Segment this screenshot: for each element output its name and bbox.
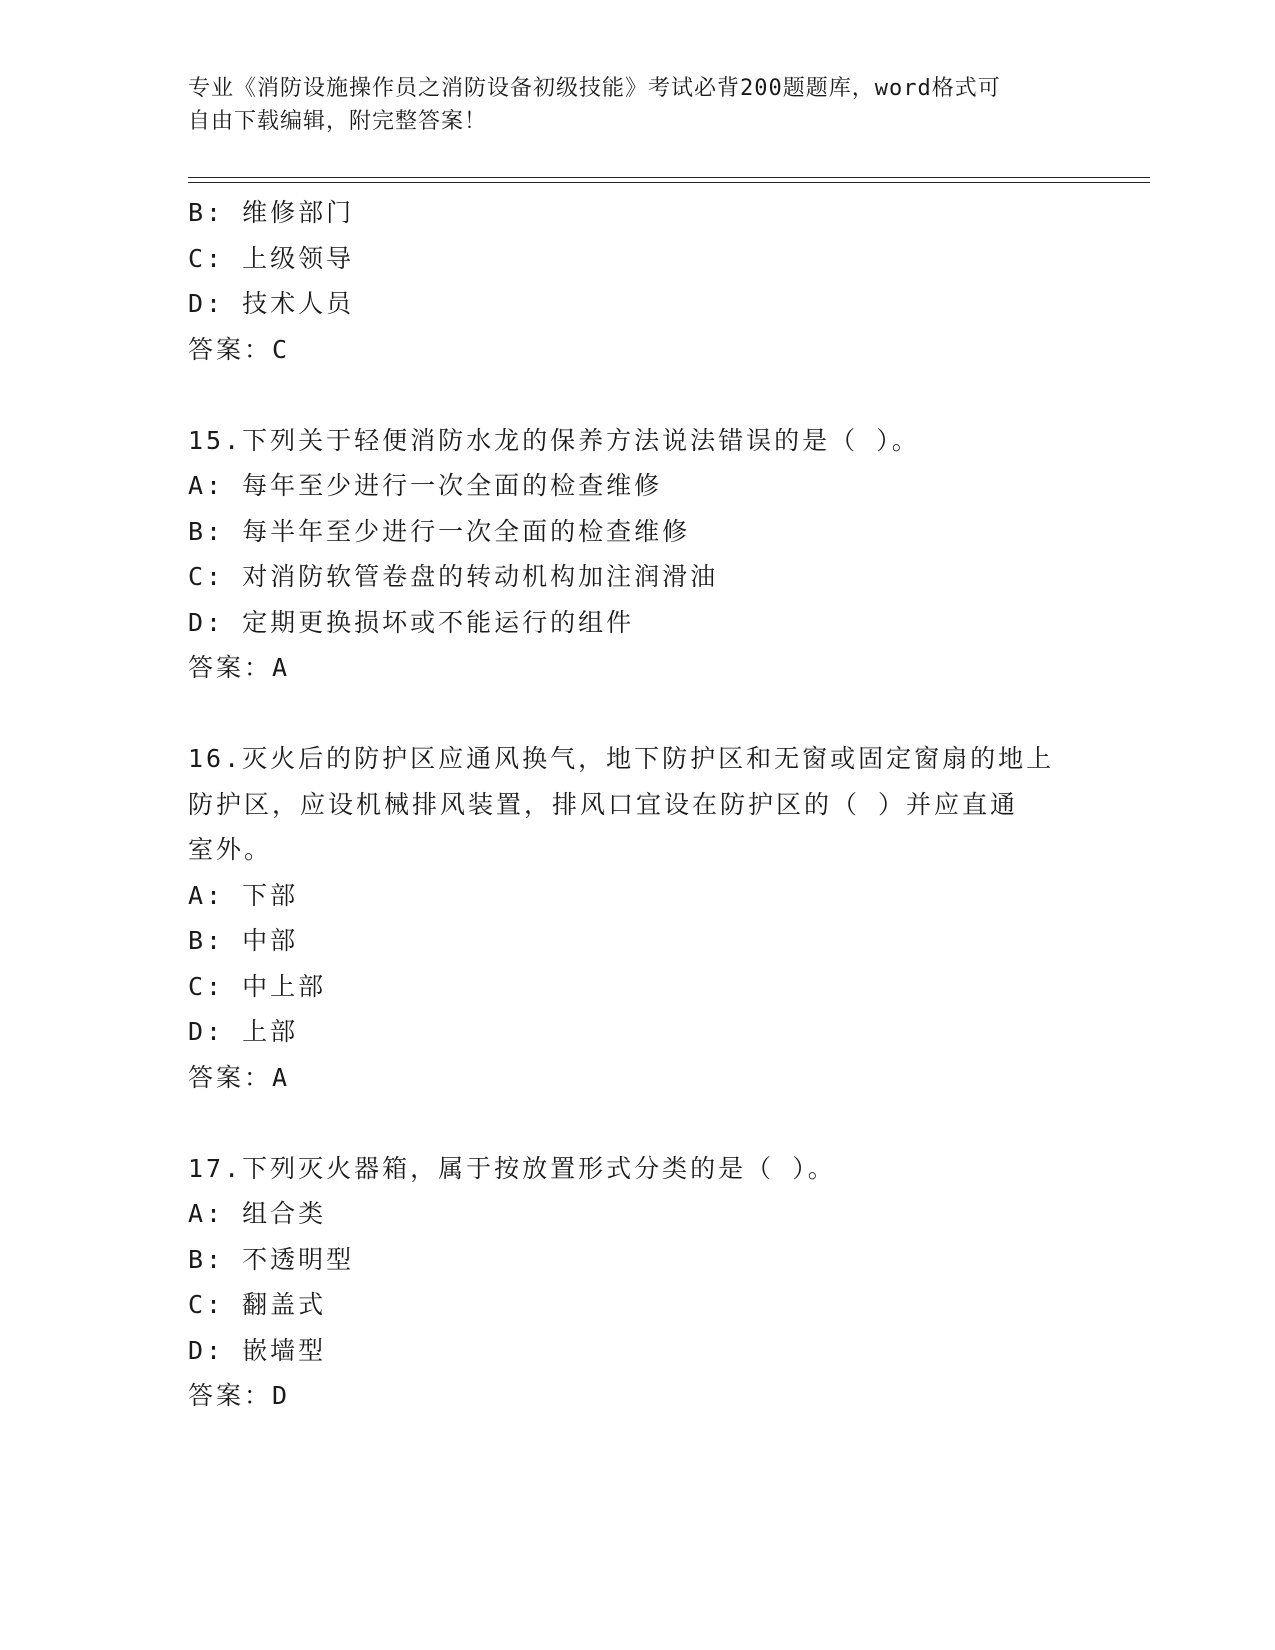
option-a: A: 每年至少进行一次全面的检查维修: [188, 471, 663, 500]
document-header: [188, 72, 1068, 138]
question-15: [188, 418, 1088, 691]
header-line-1: 专业《消防设施操作员之消防设备初级技能》考试必背200题题库，word格式可: [188, 76, 1001, 101]
answer-line: 答案：C: [188, 334, 291, 364]
question-stem-line-3: 室外。: [188, 835, 273, 864]
answer-line: 答案：A: [188, 1062, 291, 1092]
option-b: B: 不透明型: [188, 1244, 355, 1274]
header-divider-top: [188, 177, 1150, 178]
header-divider-bottom: [188, 182, 1150, 183]
option-b: B: 中部: [188, 926, 299, 955]
question-stem: 15.下列关于轻便消防水龙的保养方法说法错误的是（ ）。: [188, 425, 920, 455]
spacer: [188, 691, 1088, 737]
answer-line: 答案：D: [188, 1381, 291, 1410]
question-stem-line-1: 16.灭火后的防护区应通风换气，地下防护区和无窗或固定窗扇的地上: [188, 744, 1055, 773]
option-d: D: 技术人员: [188, 289, 355, 318]
option-b: B: 每半年至少进行一次全面的检查维修: [188, 516, 691, 546]
question-stem-line-2: 防护区，应设机械排风装置，排风口宜设在防护区的（ ）并应直通: [188, 789, 1019, 819]
option-c: C: 上级领导: [188, 243, 355, 273]
option-a: A: 下部: [188, 880, 299, 910]
option-c: C: 翻盖式: [188, 1290, 327, 1319]
option-c: C: 中上部: [188, 971, 327, 1001]
question-list: [188, 190, 1088, 1419]
option-d: D: 定期更换损坏或不能运行的组件: [188, 607, 635, 637]
carryover-block: [188, 190, 1088, 372]
question-stem: 17.下列灭火器箱，属于按放置形式分类的是（ ）。: [188, 1153, 836, 1183]
question-16: [188, 736, 1088, 1100]
spacer: [188, 372, 1088, 418]
option-c: C: 对消防软管卷盘的转动机构加注润滑油: [188, 562, 719, 591]
option-a: A: 组合类: [188, 1199, 327, 1228]
option-d: D: 嵌墙型: [188, 1335, 327, 1365]
question-17: [188, 1146, 1088, 1419]
answer-line: 答案：A: [188, 653, 291, 682]
option-d: D: 上部: [188, 1017, 299, 1046]
option-b: B: 维修部门: [188, 198, 355, 227]
header-line-2: 自由下载编辑，附完整答案！: [188, 109, 488, 134]
spacer: [188, 1100, 1088, 1146]
